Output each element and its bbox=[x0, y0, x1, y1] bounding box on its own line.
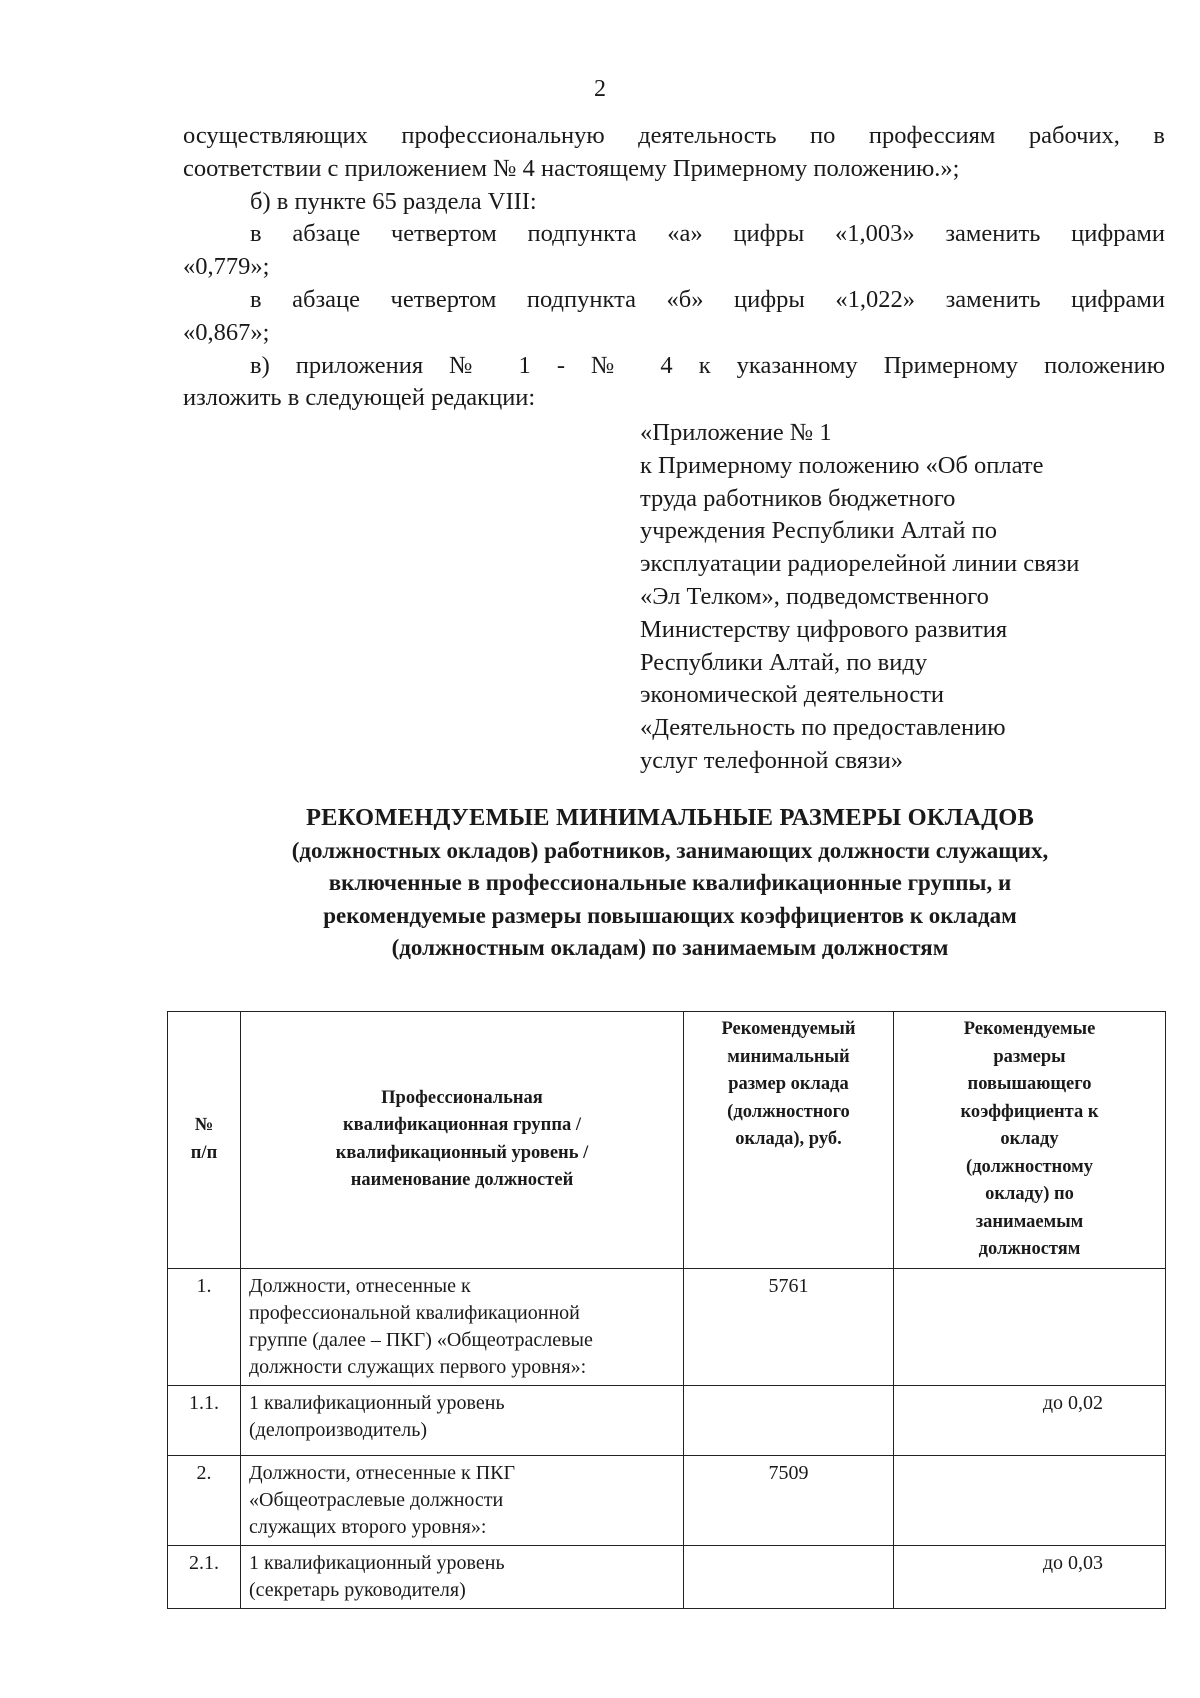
appendix-line: к Примерному положению «Об оплате bbox=[640, 451, 1044, 479]
row-coefficient: до 0,02 bbox=[894, 1385, 1166, 1455]
table-header-row bbox=[168, 1012, 1166, 1269]
row-coefficient bbox=[894, 1268, 1166, 1385]
cell-line: 1 квалификационный уровень bbox=[249, 1551, 505, 1574]
salary-table bbox=[167, 1011, 1166, 1609]
cell-line: Должности, отнесенные к bbox=[249, 1274, 471, 1297]
appendix-line: Министерству цифрового развития bbox=[640, 615, 1008, 643]
title-line: рекомендуемые размеры повышающих коэффициентов к окладам bbox=[323, 902, 1017, 928]
header-line: размеры bbox=[993, 1046, 1066, 1067]
row-coefficient: до 0,03 bbox=[894, 1545, 1166, 1608]
header-line: № bbox=[194, 1115, 214, 1136]
header-line: минимальный bbox=[727, 1046, 850, 1067]
header-line: размер оклада bbox=[728, 1074, 849, 1094]
cell-line: (делопроизводитель) bbox=[249, 1418, 427, 1441]
appendix-line: труда работников бюджетного bbox=[640, 484, 956, 512]
paragraph-continuation bbox=[183, 120, 1165, 186]
cell-line: должности служащих первого уровня»: bbox=[249, 1355, 587, 1378]
text-line: изложить в следующей редакции: bbox=[183, 384, 536, 412]
row-number: 2. bbox=[168, 1455, 241, 1545]
header-line: п/п bbox=[190, 1142, 218, 1163]
text-line: б) в пункте 65 раздела VIII: bbox=[250, 187, 537, 215]
header-line: коэффициента к bbox=[960, 1101, 1099, 1122]
table-row bbox=[168, 1545, 1166, 1608]
header-line: повышающего bbox=[967, 1074, 1092, 1094]
appendix-line: экономической деятельности bbox=[640, 681, 945, 709]
header-number bbox=[168, 1012, 241, 1269]
text-line: осуществляющих профессиональную деятельность по профессиям рабочих, в bbox=[183, 122, 1165, 149]
cell-line: группе (далее – ПКГ) «Общеотраслевые bbox=[249, 1328, 593, 1351]
title-line: включенные в профессиональные квалификационные группы, и bbox=[328, 870, 1012, 895]
table-row bbox=[168, 1455, 1166, 1545]
row-description bbox=[241, 1545, 684, 1608]
row-description bbox=[241, 1385, 684, 1455]
appendix-line: «Приложение № 1 bbox=[640, 419, 832, 446]
salary-table-wrapper bbox=[167, 1011, 1165, 1609]
row-salary: 7509 bbox=[684, 1455, 894, 1545]
header-line: Рекомендуемый bbox=[721, 1019, 856, 1039]
paragraph-item-b bbox=[183, 186, 1165, 219]
header-line: наименование должностей bbox=[350, 1170, 574, 1191]
title-line: (должностным окладам) по занимаемым должностям bbox=[391, 935, 949, 960]
row-description bbox=[241, 1268, 684, 1385]
cell-line: 1 квалификационный уровень bbox=[249, 1391, 505, 1414]
row-number: 1.1. bbox=[168, 1385, 241, 1455]
cell-line: профессиональной квалификационной bbox=[249, 1301, 580, 1324]
header-line: Профессиональная bbox=[381, 1087, 543, 1108]
header-line: оклада), руб. bbox=[735, 1129, 842, 1149]
appendix-reference bbox=[640, 417, 1165, 778]
cell-line: Должности, отнесенные к ПКГ bbox=[249, 1461, 516, 1484]
cell-line: «Общеотраслевые должности bbox=[249, 1488, 504, 1511]
header-line: должностям bbox=[978, 1239, 1081, 1259]
text-line: в абзаце четвертом подпункта «а» цифры «1,003» заменить цифрами bbox=[250, 220, 1165, 248]
row-number: 1. bbox=[168, 1268, 241, 1385]
text-line: в) приложения № 1 - № 4 к указанному Примерному положению bbox=[250, 351, 1165, 379]
header-line: Рекомендуемые bbox=[963, 1019, 1096, 1039]
text-line: соответствии с приложением № 4 настоящему Примерному положению.»; bbox=[183, 154, 960, 182]
table-row bbox=[168, 1385, 1166, 1455]
header-line: (должностному bbox=[966, 1156, 1093, 1177]
row-number: 2.1. bbox=[168, 1545, 241, 1608]
appendix-line: «Эл Телком», подведомственного bbox=[640, 582, 989, 610]
page-number: 2 bbox=[594, 76, 606, 102]
title-line: РЕКОМЕНДУЕМЫЕ МИНИМАЛЬНЫЕ РАЗМЕРЫ ОКЛАДОВ bbox=[306, 804, 1034, 831]
cell-line: служащих второго уровня»: bbox=[249, 1515, 487, 1538]
document-title bbox=[170, 802, 1170, 965]
header-salary bbox=[684, 1012, 894, 1269]
appendix-line: Республики Алтай, по виду bbox=[640, 648, 928, 676]
header-line: квалификационный уровень / bbox=[335, 1142, 589, 1163]
appendix-line: услуг телефонной связи» bbox=[640, 746, 904, 774]
header-line: окладу bbox=[1000, 1129, 1059, 1149]
amendment-text bbox=[183, 120, 1165, 415]
paragraph-subitem-a bbox=[183, 218, 1165, 284]
header-coefficient bbox=[894, 1012, 1166, 1269]
header-line: квалификационная группа / bbox=[343, 1115, 581, 1136]
paragraph-subitem-b bbox=[183, 284, 1165, 350]
appendix-line: «Деятельность по предоставлению bbox=[640, 714, 1006, 742]
row-salary bbox=[684, 1545, 894, 1608]
header-line: окладу) по bbox=[985, 1184, 1074, 1204]
appendix-line: эксплуатации радиорелейной линии связи bbox=[640, 550, 1080, 578]
header-line: (должностного bbox=[727, 1101, 850, 1122]
row-salary bbox=[684, 1385, 894, 1455]
row-description bbox=[241, 1455, 684, 1545]
text-line: в абзаце четвертом подпункта «б» цифры «1,022» заменить цифрами bbox=[250, 285, 1165, 313]
row-salary: 5761 bbox=[684, 1268, 894, 1385]
paragraph-item-v bbox=[183, 350, 1165, 416]
row-coefficient bbox=[894, 1455, 1166, 1545]
cell-line: (секретарь руководителя) bbox=[249, 1578, 466, 1601]
text-line: «0,779»; bbox=[183, 253, 270, 281]
appendix-line: учреждения Республики Алтай по bbox=[640, 517, 998, 545]
text-line: «0,867»; bbox=[183, 318, 270, 346]
header-group bbox=[241, 1012, 684, 1269]
table-row bbox=[168, 1268, 1166, 1385]
header-line: занимаемым bbox=[975, 1211, 1084, 1232]
title-line: (должностных окладов) работников, занимающих должности служащих, bbox=[291, 837, 1049, 863]
